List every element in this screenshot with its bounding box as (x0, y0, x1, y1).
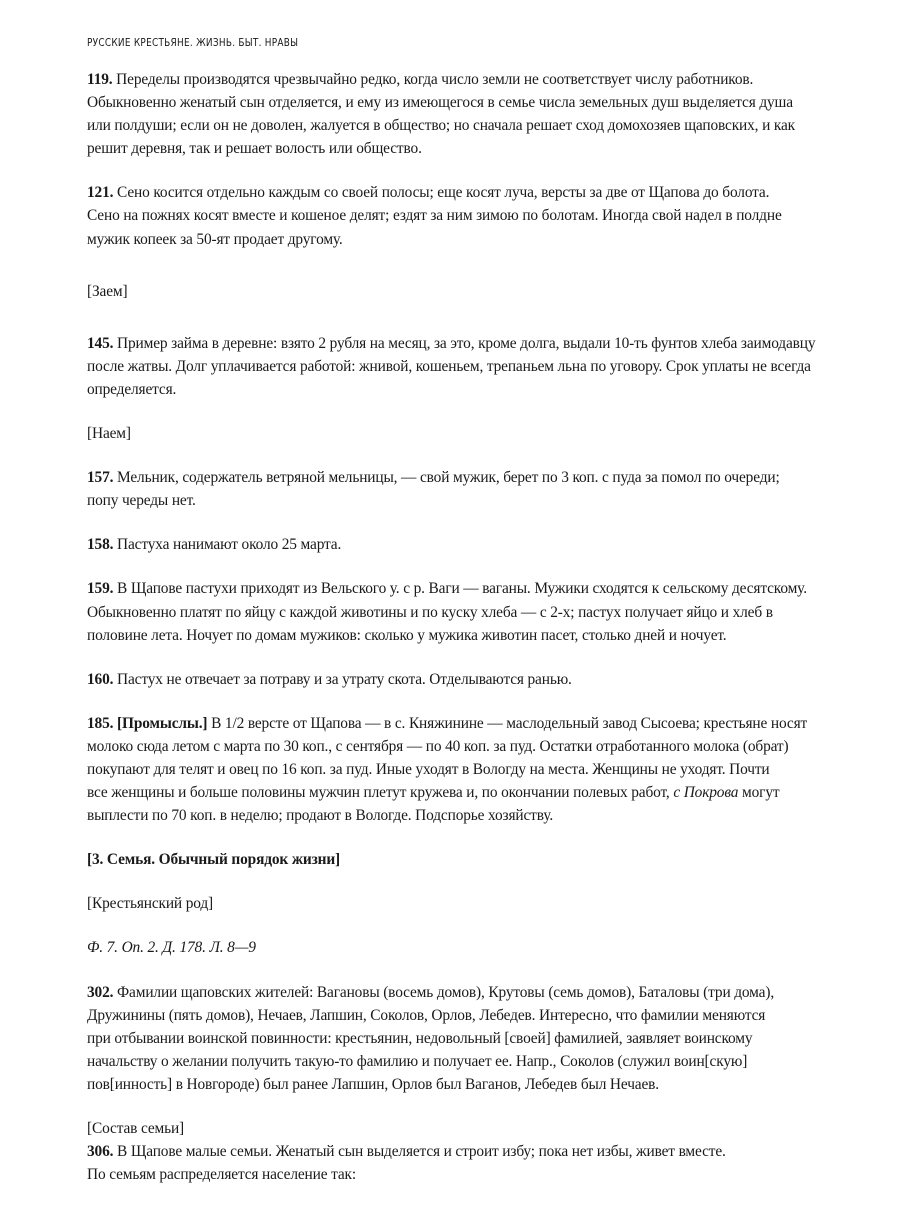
text-segment: [Состав семьи] (87, 1120, 185, 1137)
section-heading (87, 936, 877, 959)
text-line (87, 68, 877, 91)
text-line (87, 137, 877, 160)
text-line (87, 280, 877, 303)
bold-text: [3. Семья. Обычный порядок жизни] (87, 851, 341, 869)
paragraph-185 (87, 712, 877, 827)
text-segment: В 1/2 версте от Щапова — в с. Княжинине — маслодельный завод Сысоева; крестьяне носят (207, 714, 808, 732)
text-line (87, 1050, 877, 1073)
text-segment: пов[инность] в Новгороде) был ранее Лапшин, Орлов был Ваганов, Лебедев был Нечаев. (87, 1075, 659, 1093)
italic-text: с Покрова (673, 784, 739, 802)
text-line (87, 758, 877, 781)
section-heading (87, 892, 877, 915)
paragraph-number: 157. (87, 469, 114, 487)
text-line (87, 1163, 877, 1186)
text-segment: попу череды нет. (87, 492, 196, 510)
paragraph-306 (87, 1140, 877, 1186)
paragraph-157 (87, 466, 877, 512)
text-segment: Сено на пожнях косят вместе и кошеное делят; ездят за ним зимою по болотам. Иногда свой надел в полдне (87, 207, 782, 225)
text-line (87, 91, 877, 114)
bold-text: [Промыслы.] (113, 714, 208, 732)
text-segment: [Заем] (87, 282, 128, 300)
italic-text: Ф. 7. Оп. 2. Д. 178. Л. 8—9 (87, 939, 256, 957)
running-header: РУССКИЕ КРЕСТЬЯНЕ. ЖИЗНЬ. БЫТ. НРАВЫ (87, 36, 299, 49)
text-line (87, 489, 877, 512)
text-segment: при отбывании воинской повинности: крестьянин, недовольный [своей] фамилией, заявляет воинскому (87, 1029, 753, 1047)
text-line (87, 1073, 877, 1096)
paragraph-159 (87, 577, 877, 646)
text-line (87, 981, 877, 1004)
text-line (87, 114, 877, 137)
text-line (87, 668, 877, 691)
text-line (87, 466, 877, 489)
section-heading (87, 422, 877, 445)
text-segment: выплести по 70 коп. в неделю; продают в Вологде. Подспорье хозяйству. (87, 807, 554, 825)
text-segment: определяется. (87, 380, 177, 398)
paragraph-number: 185. (87, 714, 114, 732)
paragraph-number: 306. (87, 1143, 114, 1161)
text-line (87, 892, 877, 915)
text-segment: В Щапове малые семьи. Женатый сын выделяется и строит избу; пока нет избы, живет вместе. (113, 1143, 726, 1161)
text-line (87, 804, 877, 827)
text-segment: Переделы производятся чрезвычайно редко, когда число земли не соответствует числу работников. (112, 71, 754, 88)
text-segment: после жатвы. Долг уплачивается работой: жнивой, кошеньем, трепаньем льна по уговору. Срок уплаты не всегда (87, 357, 811, 375)
text-segment: [Наем] (87, 425, 131, 443)
paragraph-number: 121. (87, 184, 114, 202)
text-line (87, 712, 877, 735)
text-segment: все женщины и больше половины мужчин плетут кружева и, по окончании полевых работ, (87, 784, 674, 802)
paragraph-121 (87, 181, 877, 250)
text-segment: [Крестьянский род] (87, 895, 214, 913)
paragraph-number: 302. (87, 983, 114, 1001)
text-segment: Обыкновенно платят по яйцу с каждой животины и по куску хлеба — с 2-х; пастух получает яйцо и хлеб в (87, 603, 773, 621)
section-heading (87, 280, 877, 303)
text-segment: Пастуха нанимают около 25 марта. (113, 536, 342, 554)
text-segment: Дружинины (пять домов), Нечаев, Лапшин, Соколов, Орлов, Лебедев. Интересно, что фамилии меняются (87, 1006, 766, 1024)
paragraph-158 (87, 533, 877, 556)
paragraph-number: 119. (87, 71, 113, 88)
text-segment: решит деревня, так и решает волость или общество. (87, 140, 422, 158)
paragraph-302 (87, 981, 877, 1096)
text-line (87, 1004, 877, 1027)
text-segment: В Щапове пастухи приходят из Вельского у. с р. Ваги — ваганы. Мужики сходятся к сельскому десятскому. (113, 580, 807, 598)
paragraph-number: 158. (87, 536, 114, 554)
section-heading (87, 848, 877, 871)
paragraph-119 (87, 68, 877, 160)
text-line (87, 848, 877, 871)
text-line (87, 228, 877, 251)
text-line (87, 181, 877, 204)
text-segment: покупают для телят и овец по 16 коп. за пуд. Иные уходят в Вологду на места. Женщины не уходят. Почти (87, 760, 770, 778)
text-segment: начальству о желании получить такую-то фамилию и получает ее. Напр., Соколов (служил воин[скую] (87, 1052, 748, 1070)
text-line (87, 624, 877, 647)
page-body (87, 68, 877, 1186)
paragraph-number: 159. (87, 580, 114, 598)
paragraph-number: 160. (87, 670, 114, 688)
text-segment: Пастух не отвечает за потраву и за утрату скота. Отделываются ранью. (113, 670, 572, 688)
text-line (87, 533, 877, 556)
text-line (87, 422, 877, 445)
paragraph-145 (87, 332, 877, 401)
text-line (87, 1027, 877, 1050)
text-segment: Фамилии щаповских жителей: Вагановы (восемь домов), Крутовы (семь домов), Баталовы (три дома), (113, 983, 775, 1001)
text-segment: Пример займа в деревне: взято 2 рубля на месяц, за это, кроме долга, выдали 10-ть фунтов хлеба заимодавцу (113, 334, 816, 352)
text-segment: могут (738, 784, 780, 802)
paragraph-160 (87, 668, 877, 691)
text-line (87, 1140, 877, 1163)
section-heading (87, 1117, 877, 1140)
text-line (87, 332, 877, 355)
text-line (87, 735, 877, 758)
text-line (87, 355, 877, 378)
text-segment: половине лета. Ночует по домам мужиков: сколько у мужика животин пасет, столько дней и ночует. (87, 626, 727, 644)
text-segment: или полдуши; если он не доволен, жалуется в общество; но сначала решает сход домохозяев щаповских, и как (87, 117, 795, 135)
paragraph-number: 145. (87, 334, 114, 352)
text-line (87, 577, 877, 600)
text-segment: По семьям распределяется население так: (87, 1166, 357, 1184)
text-line (87, 936, 877, 959)
text-segment: молоко сюда летом с марта по 30 коп., с сентября — по 40 коп. за пуд. Остатки отработанного молока (обрат) (87, 737, 789, 755)
text-line (87, 204, 877, 227)
text-line (87, 1117, 877, 1140)
text-segment: Обыкновенно женатый сын отделяется, и ему из имеющегося в семье числа земельных душ выделяется душа (87, 94, 793, 112)
text-line (87, 378, 877, 401)
text-segment: мужик копеек за 50-ят продает другому. (87, 230, 343, 248)
text-line (87, 601, 877, 624)
text-segment: Мельник, содержатель ветряной мельницы, — свой мужик, берет по 3 коп. с пуда за помол по очереди; (113, 469, 780, 487)
text-segment: Сено косится отдельно каждым со своей полосы; еще косят луча, версты за две от Щапова до болота. (113, 184, 770, 202)
text-line (87, 781, 877, 804)
